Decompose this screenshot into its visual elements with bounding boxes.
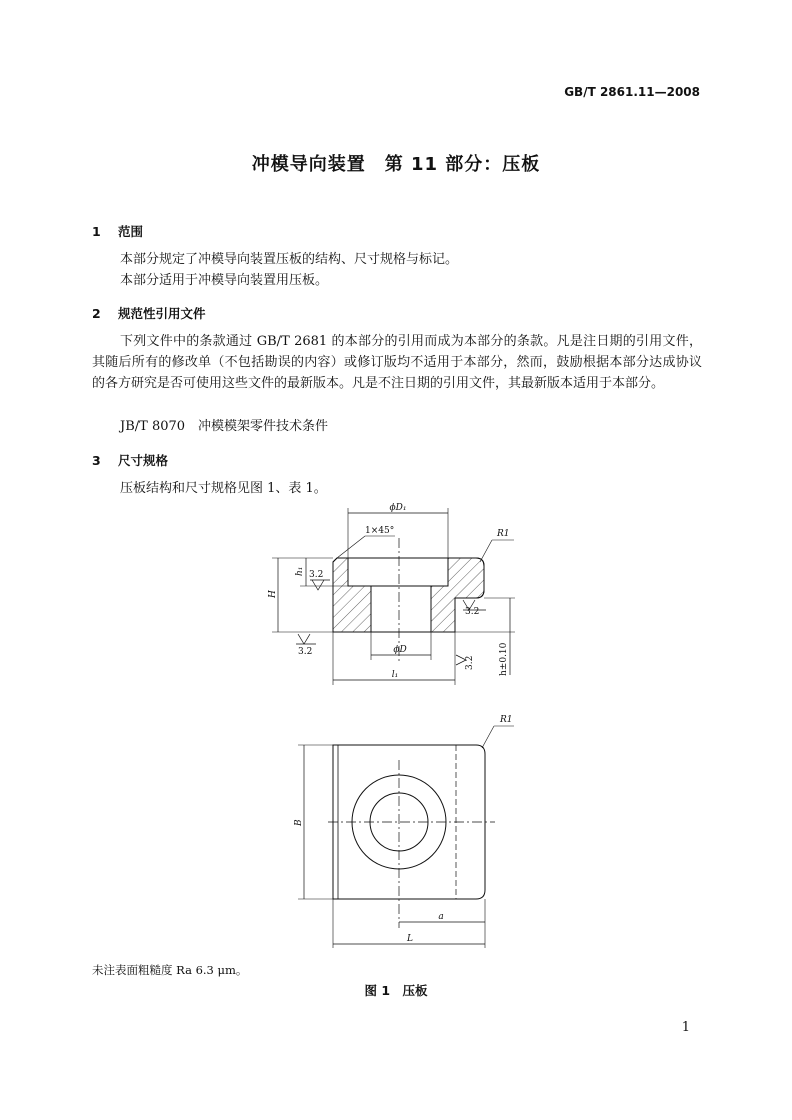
page-number: 1 <box>681 1020 690 1035</box>
section-title: 尺寸规格 <box>118 453 169 468</box>
section-number: 3 <box>92 453 101 468</box>
label-phi-d1: ϕD₁ <box>389 503 407 513</box>
label-a: a <box>438 912 444 922</box>
leader-line <box>337 536 365 558</box>
label-phi-d: ϕD <box>393 645 407 655</box>
paragraph: 压板结构和尺寸规格见图 1、表 1。 <box>120 481 327 496</box>
plan-labels <box>294 715 513 944</box>
label-chamfer: 1×45° <box>365 526 395 536</box>
roughness-symbol <box>310 580 330 590</box>
label-B: B <box>294 819 304 826</box>
roughness-note: 未注表面粗糙度 Ra 6.3 μm。 <box>92 963 248 977</box>
label-roughness: 3.2 <box>309 570 324 580</box>
label-H: H <box>268 590 278 598</box>
paragraph: 本部分适用于冲模导向装置用压板。 <box>120 273 329 288</box>
section-number: 1 <box>92 224 101 239</box>
paragraph: 本部分规定了冲模导向装置压板的结构、尺寸规格与标记。 <box>120 252 459 267</box>
section-title: 范围 <box>118 224 144 239</box>
section-number: 2 <box>92 306 101 321</box>
roughness-symbol <box>296 634 316 644</box>
label-h1: h₁ <box>295 566 305 576</box>
label-h-tolerance: h±0.10 <box>499 642 509 676</box>
figure-caption: 图 1 压板 <box>364 983 428 998</box>
label-l1: l₁ <box>391 670 399 680</box>
label-radius: R1 <box>500 715 513 725</box>
reference-item: JB/T 8070 冲模模架零件技术条件 <box>120 419 329 434</box>
label-roughness: 3.2 <box>298 647 313 657</box>
leader-line <box>482 726 494 748</box>
hatched-section <box>333 558 484 632</box>
section-title: 规范性引用文件 <box>118 306 206 321</box>
leader-line <box>480 540 492 562</box>
label-roughness: 3.2 <box>465 655 475 670</box>
paragraph: 下列文件中的条款通过 GB/T 2681 的本部分的引用而成为本部分的条款。凡是注日期的引用文件，其随后所有的修改单（不包括勘误的内容）或修订版均不适用于本部分，然而，鼓励根据本部分达成协议的各方研究是否可使用这些文件的最新版本。凡是不注日期的引用文件，其最新版本适用于本部分。 <box>92 334 702 391</box>
label-L: L <box>407 934 413 944</box>
label-roughness: 3.2 <box>465 607 480 617</box>
plan-view <box>298 726 514 948</box>
standard-number: GB/T 2861.11—2008 <box>564 85 700 99</box>
label-radius: R1 <box>497 529 510 539</box>
page-title: 冲模导向装置 第 11 部分：压板 <box>251 154 541 175</box>
